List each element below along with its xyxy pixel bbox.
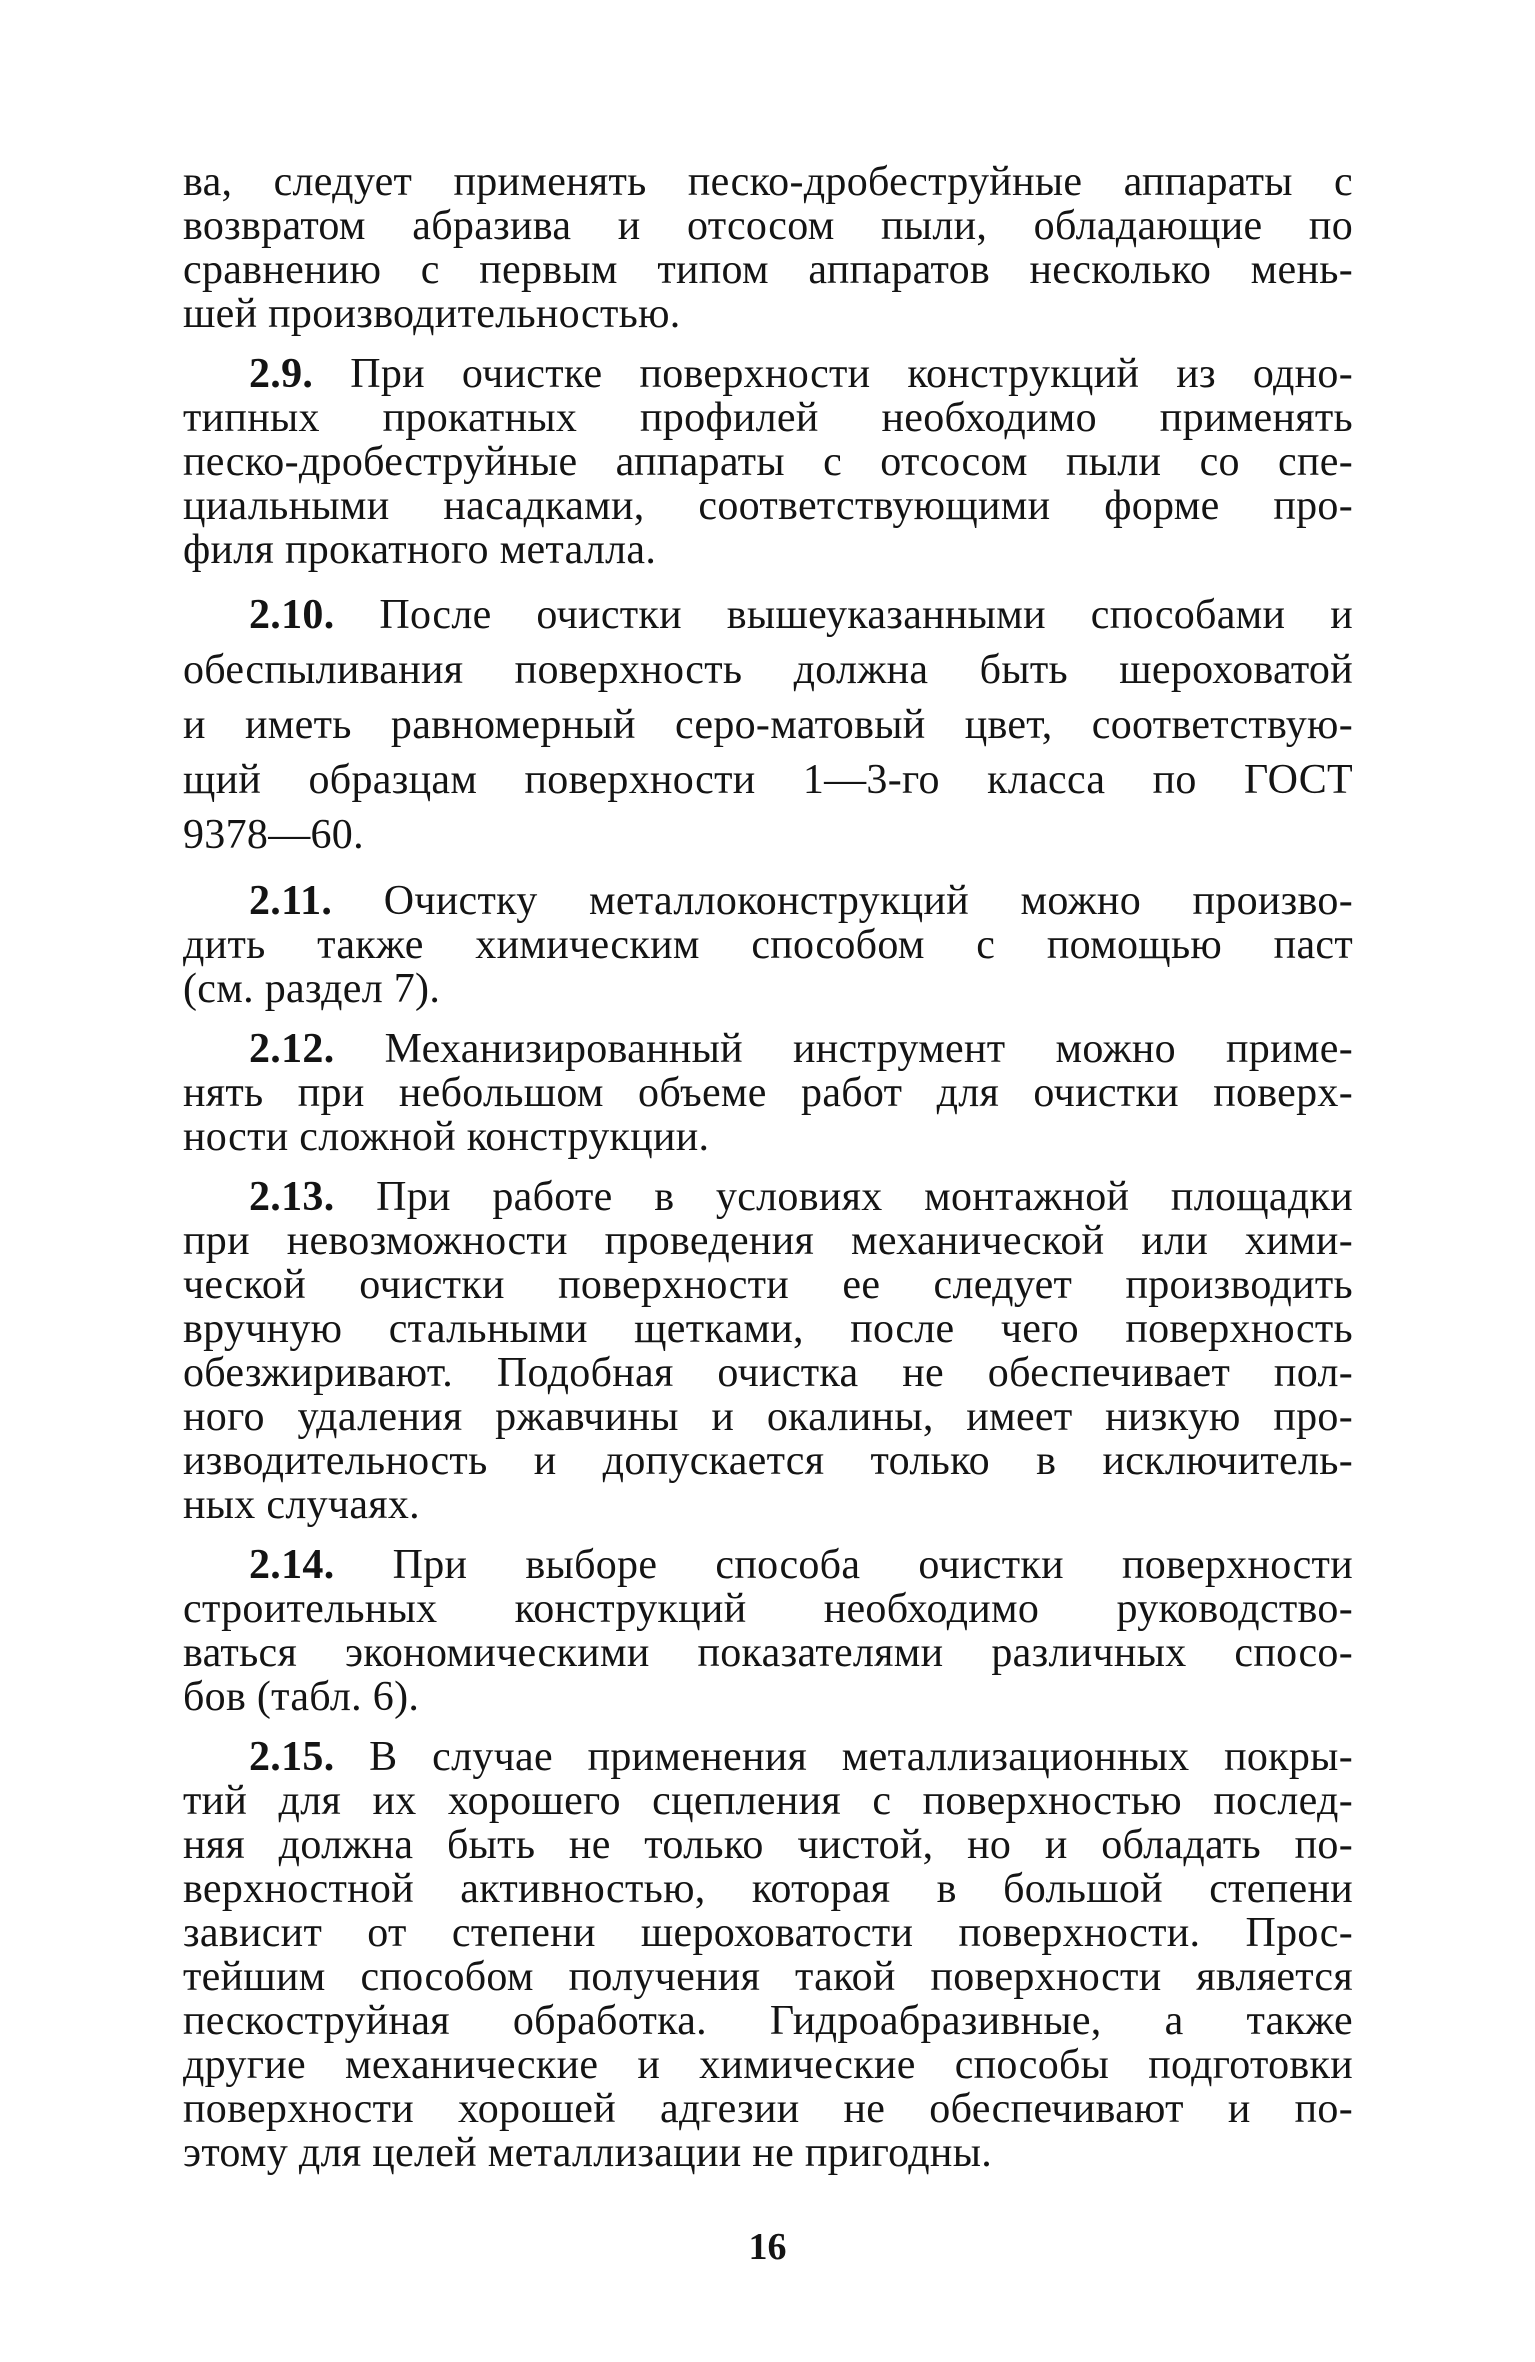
text-line: тейшим способом получения такой поверхности является	[183, 1954, 1353, 2000]
paragraph-2-9	[183, 352, 1353, 572]
text-run: При очистке поверхности конструкций из одно-	[350, 351, 1353, 397]
text-run: После очистки вышеуказанными способами и	[379, 592, 1353, 638]
paragraph-2-15	[183, 1735, 1353, 2175]
text-line	[183, 1175, 1353, 1219]
text-line: строительных конструкций необходимо руководство-	[183, 1586, 1353, 1632]
text-line: (см. раздел 7).	[183, 966, 441, 1012]
paragraph-number: 2.12.	[249, 1026, 335, 1072]
text-line: изводительность и допускается только в исключитель-	[183, 1438, 1353, 1484]
text-line: песко-дробеструйные аппараты с отсосом пыли со спе-	[183, 439, 1353, 485]
text-line: шей производительностью.	[183, 291, 681, 337]
text-line: няя должна быть не только чистой, но и обладать по-	[183, 1822, 1353, 1868]
text-line: пескоструйная обработка. Гидроабразивные, а также	[183, 1998, 1353, 2044]
text-line: обезжиривают. Подобная очистка не обеспечивает пол-	[183, 1350, 1353, 1396]
paragraph-2-12	[183, 1027, 1353, 1159]
text-line: филя прокатного металла.	[183, 527, 657, 573]
paragraph-continuation	[183, 160, 1353, 336]
paragraph-number: 2.15.	[249, 1734, 335, 1780]
text-line: ных случаях.	[183, 1482, 420, 1528]
text-line	[183, 352, 1353, 396]
paragraph-number: 2.14.	[249, 1542, 335, 1588]
page-body	[183, 160, 1353, 2191]
text-line: обеспыливания поверхность должна быть шероховатой	[183, 647, 1353, 693]
text-line: при невозможности проведения механической или хими-	[183, 1218, 1353, 1264]
paragraph-number: 2.11.	[249, 878, 333, 924]
text-line: циальными насадками, соответствующими форме про-	[183, 483, 1353, 529]
text-line: вручную стальными щетками, после чего поверхность	[183, 1306, 1353, 1352]
text-line: ва, следует применять песко-дробеструйные аппараты с	[183, 159, 1353, 205]
text-run: Очистку металлоконструкций можно произво-	[383, 878, 1353, 924]
text-run: Механизированный инструмент можно приме-	[384, 1026, 1353, 1072]
text-line	[183, 1735, 1353, 1779]
paragraph-number: 2.13.	[249, 1174, 335, 1220]
text-line: зависит от степени шероховатости поверхности. Прос-	[183, 1910, 1353, 1956]
text-line: бов (табл. 6).	[183, 1674, 420, 1720]
text-line	[183, 588, 1353, 643]
text-line: ваться экономическими показателями различных спосо-	[183, 1630, 1353, 1676]
paragraph-2-10	[183, 588, 1353, 863]
paragraph-2-13	[183, 1175, 1353, 1527]
text-line: возвратом абразива и отсосом пыли, обладающие по	[183, 203, 1353, 249]
text-line: щий образцам поверхности 1—3-го класса по ГОСТ	[183, 757, 1353, 803]
text-line: ческой очистки поверхности ее следует производить	[183, 1262, 1353, 1308]
text-line: поверхности хорошей адгезии не обеспечивают и по-	[183, 2086, 1353, 2132]
text-line: и иметь равномерный серо-матовый цвет, соответствую-	[183, 702, 1353, 748]
text-line: верхностной активностью, которая в большой степени	[183, 1866, 1353, 1912]
paragraph-number: 2.9.	[249, 351, 314, 397]
text-line: другие механические и химические способы подготовки	[183, 2042, 1353, 2088]
text-line	[183, 1027, 1353, 1071]
text-run: В случае применения металлизационных покры-	[369, 1734, 1353, 1780]
text-line: 9378—60.	[183, 812, 364, 858]
text-line: типных прокатных профилей необходимо применять	[183, 395, 1353, 441]
text-line: дить также химическим способом с помощью паст	[183, 922, 1353, 968]
text-line	[183, 879, 1353, 923]
paragraph-number: 2.10.	[249, 592, 335, 638]
paragraph-2-11	[183, 879, 1353, 1011]
text-line: нять при небольшом объеме работ для очистки поверх-	[183, 1070, 1353, 1116]
text-line: тий для их хорошего сцепления с поверхностью послед-	[183, 1778, 1353, 1824]
text-line	[183, 1543, 1353, 1587]
text-run: При выборе способа очистки поверхности	[392, 1542, 1353, 1588]
paragraph-2-14	[183, 1543, 1353, 1719]
text-run: При работе в условиях монтажной площадки	[376, 1174, 1353, 1220]
text-line: ности сложной конструкции.	[183, 1114, 710, 1160]
text-line: сравнению с первым типом аппаратов несколько мень-	[183, 247, 1353, 293]
text-line: ного удаления ржавчины и окалины, имеет низкую про-	[183, 1394, 1353, 1440]
page-number: 16	[748, 2226, 787, 2268]
text-line: этому для целей металлизации не пригодны.	[183, 2130, 993, 2176]
